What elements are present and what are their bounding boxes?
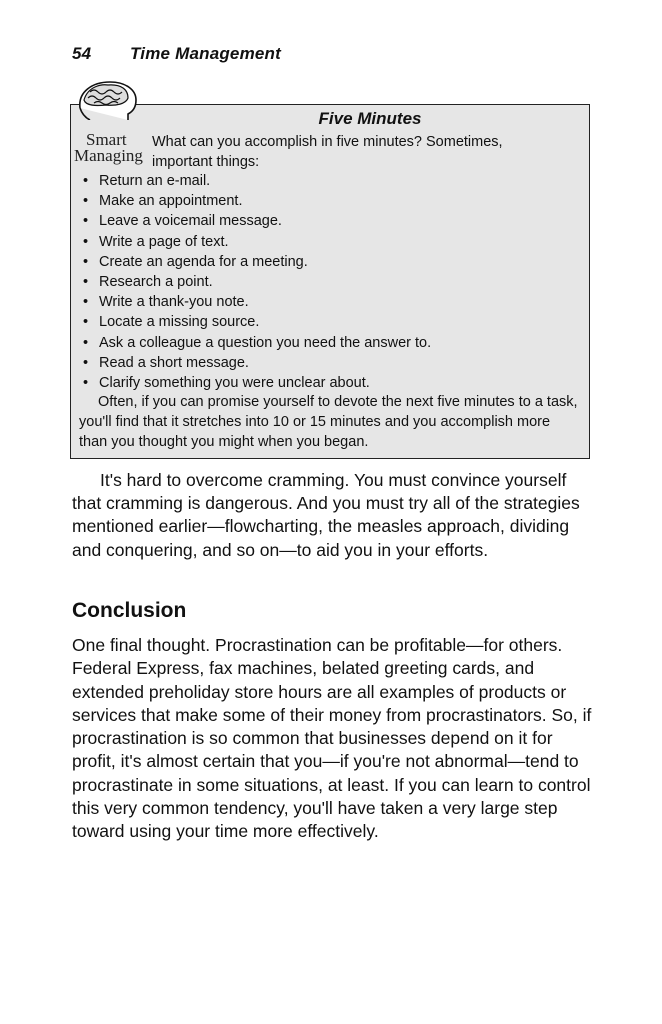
logo-line-2: Managing — [74, 146, 143, 165]
bullet: • — [83, 314, 89, 331]
list-item-text: Write a thank-you note. — [99, 294, 249, 311]
bullet: • — [83, 294, 89, 311]
list-item — [80, 292, 431, 312]
logo-line-1: Smart — [86, 130, 127, 149]
list-item — [80, 171, 431, 191]
sidebar-outro: Often, if you can promise yourself to devote the next five minutes to a task, you'll find that it stretches into 10 or 15 minutes and you accomplish more than you thought you might when you began. — [79, 394, 578, 450]
list-item — [80, 252, 431, 272]
list-item-text: Create an agenda for a meeting. — [99, 253, 308, 270]
sidebar-intro — [152, 132, 584, 172]
list-item — [80, 211, 431, 231]
list-item — [80, 312, 431, 332]
list-item-text: Read a short message. — [99, 354, 249, 371]
sidebar-title: Five Minutes — [318, 109, 422, 128]
list-item-text: Make an appointment. — [99, 193, 243, 210]
bullet: • — [83, 274, 89, 291]
brain-head-icon — [76, 78, 140, 120]
running-title: Time Management — [130, 44, 282, 63]
bullet: • — [83, 233, 89, 250]
list-item-text: Locate a missing source. — [99, 314, 260, 331]
running-header — [72, 44, 281, 64]
list-item-text: Write a page of text. — [99, 233, 229, 250]
list-item-text: Research a point. — [99, 274, 213, 291]
list-item-text: Clarify something you were unclear about. — [99, 375, 370, 392]
list-item — [80, 353, 431, 373]
section-heading: Conclusion — [72, 599, 187, 622]
sidebar-bullet-list — [80, 171, 431, 393]
bullet: • — [83, 253, 89, 270]
page-number: 54 — [72, 44, 92, 63]
bullet: • — [83, 334, 89, 351]
bullet: • — [83, 173, 89, 189]
list-item-text: Leave a voicemail message. — [99, 213, 282, 230]
list-item — [80, 272, 431, 292]
bullet: • — [83, 193, 89, 210]
body-paragraph-2: One final thought. Procrastination can be profitable—for others. Federal Express, fax machines, belated greeting cards, and extended preholiday store hours are all examples of products or services that make some of their money from procrastinators. So, if procrastination is so common that businesses depend on it for profit, it's almost certain that you—if you're not abnormal—tend to procrastinate in some situations, at least. If you can learn to control this very common tendency, you'll have taken a very large step toward using your time more effectively. — [72, 635, 592, 842]
bullet: • — [83, 375, 89, 392]
list-item — [80, 373, 431, 393]
list-item-text: Ask a colleague a question you need the answer to. — [99, 334, 432, 351]
list-item — [80, 333, 431, 353]
body-paragraph-1: It's hard to overcome cramming. You must convince yourself that cramming is dangerous. And you must try all of the strategies mentioned earlier—flowcharting, the measles approach, dividing and conquering, and so on—to aid you in your efforts. — [72, 470, 580, 560]
list-item — [80, 232, 431, 252]
bullet: • — [83, 213, 89, 230]
list-item — [80, 191, 431, 211]
smart-managing-logo — [74, 132, 150, 164]
sidebar-intro-line-2: important things: — [152, 154, 260, 170]
list-item-text: Return an e-mail. — [99, 173, 211, 189]
bullet: • — [83, 354, 89, 371]
sidebar-intro-line-1: What can you accomplish in five minutes? Sometimes, — [152, 134, 503, 150]
